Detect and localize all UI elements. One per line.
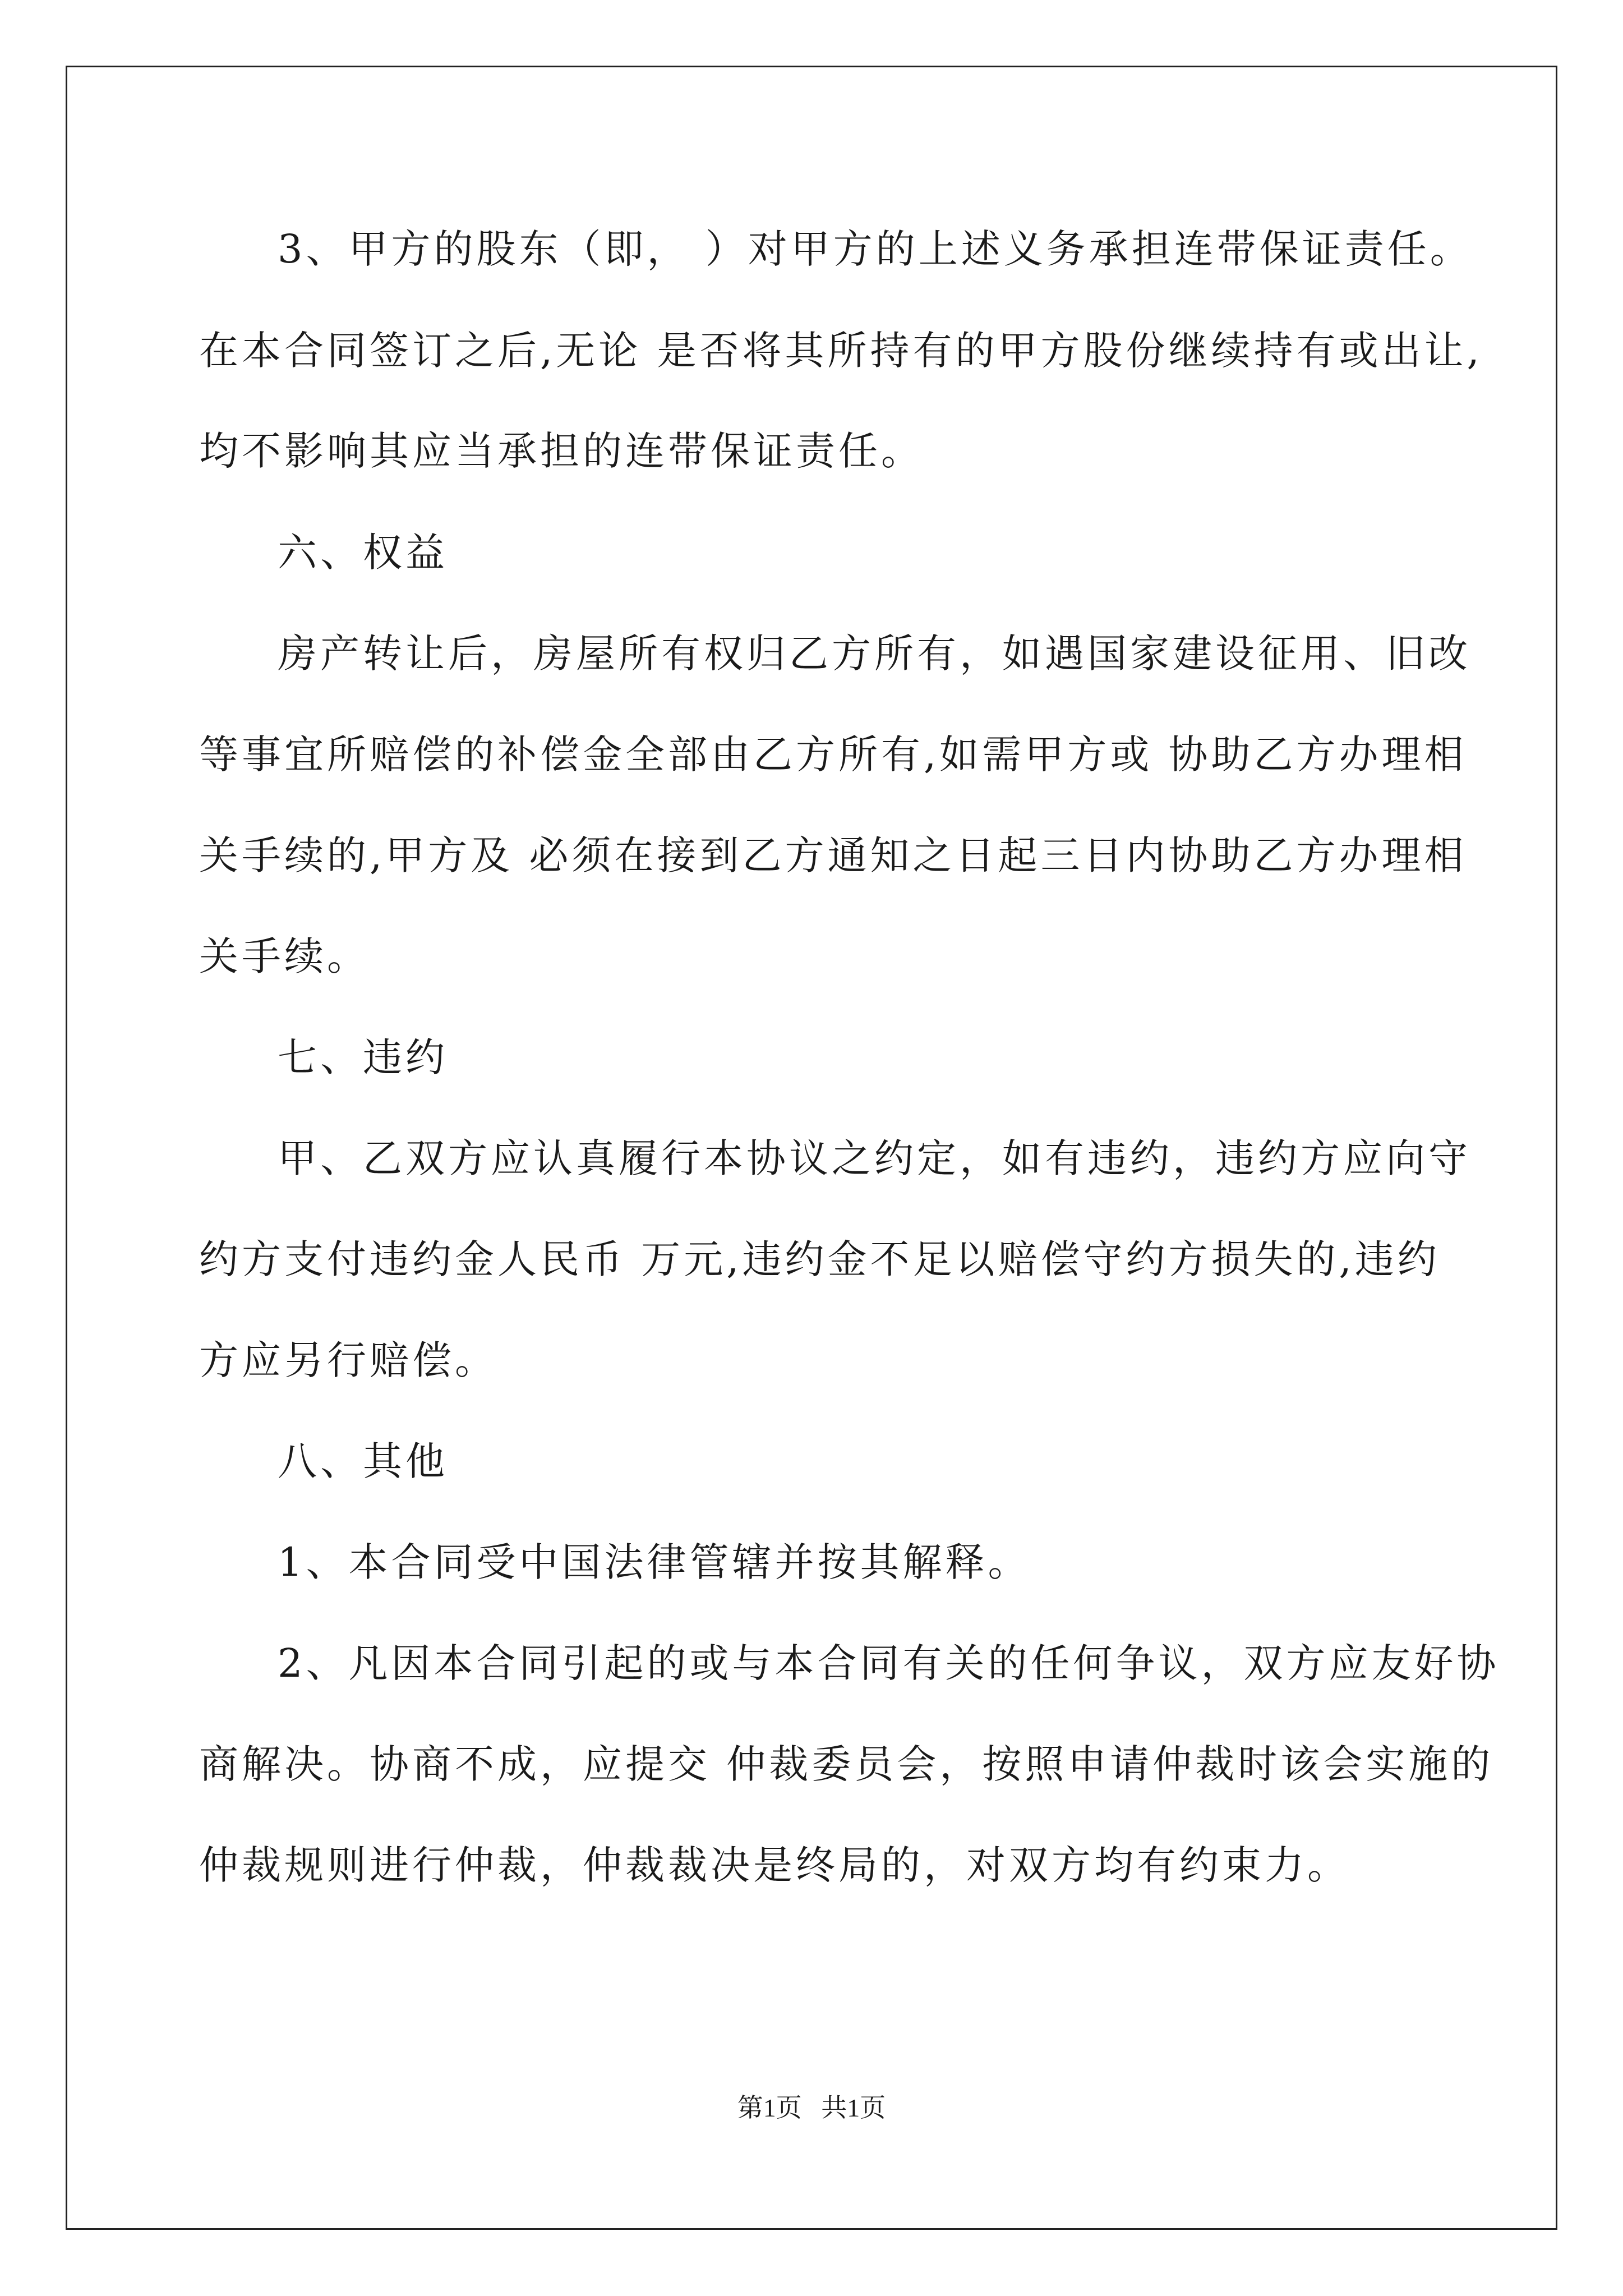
- clause-3-line-1: 3、甲方的股东（即， ）对甲方的上述义务承担连带保证责任。: [278, 226, 1473, 272]
- clause-3-line-2: 在本合同签订之后,无论 是否将其所持有的甲方股份继续持有或出让,: [199, 328, 1483, 374]
- section-heading-rights: 六、权益: [278, 530, 448, 576]
- breach-paragraph-line-3: 方应另行赔偿。: [199, 1337, 497, 1383]
- breach-paragraph-line-1: 甲、乙双方应认真履行本协议之约定，如有违约，违约方应向守: [278, 1135, 1471, 1181]
- other-clause-2-line-1: 2、凡因本合同引起的或与本合同有关的任何争议，双方应友好协: [278, 1640, 1500, 1686]
- rights-paragraph-line-2: 等事宜所赔偿的补偿金全部由乙方所有,如需甲方或 协助乙方办理相: [199, 731, 1467, 777]
- other-clause-1: 1、本合同受中国法律管辖并按其解释。: [278, 1539, 1031, 1585]
- section-heading-other: 八、其他: [278, 1438, 448, 1484]
- clause-3-line-3: 均不影响其应当承担的连带保证责任。: [199, 428, 924, 474]
- breach-paragraph-line-2: 约方支付违约金人民币 万元,违约金不足以赔偿守约方损失的,违约: [199, 1236, 1440, 1282]
- section-heading-breach: 七、违约: [278, 1034, 448, 1080]
- rights-paragraph-line-3: 关手续的,甲方及 必须在接到乙方通知之日起三日内协助乙方办理相: [199, 832, 1467, 878]
- other-clause-2-line-3: 仲裁规则进行仲裁，仲裁裁决是终局的，对双方均有约束力。: [199, 1842, 1350, 1888]
- other-clause-2-line-2: 商解决。协商不成，应提交 仲裁委员会，按照申请仲裁时该会实施的: [199, 1741, 1494, 1787]
- rights-paragraph-line-1: 房产转让后，房屋所有权归乙方所有，如遇国家建设征用、旧改: [278, 631, 1471, 677]
- page-number-footer: 第1页 共1页: [737, 2093, 886, 2122]
- rights-paragraph-line-4: 关手续。: [199, 933, 370, 979]
